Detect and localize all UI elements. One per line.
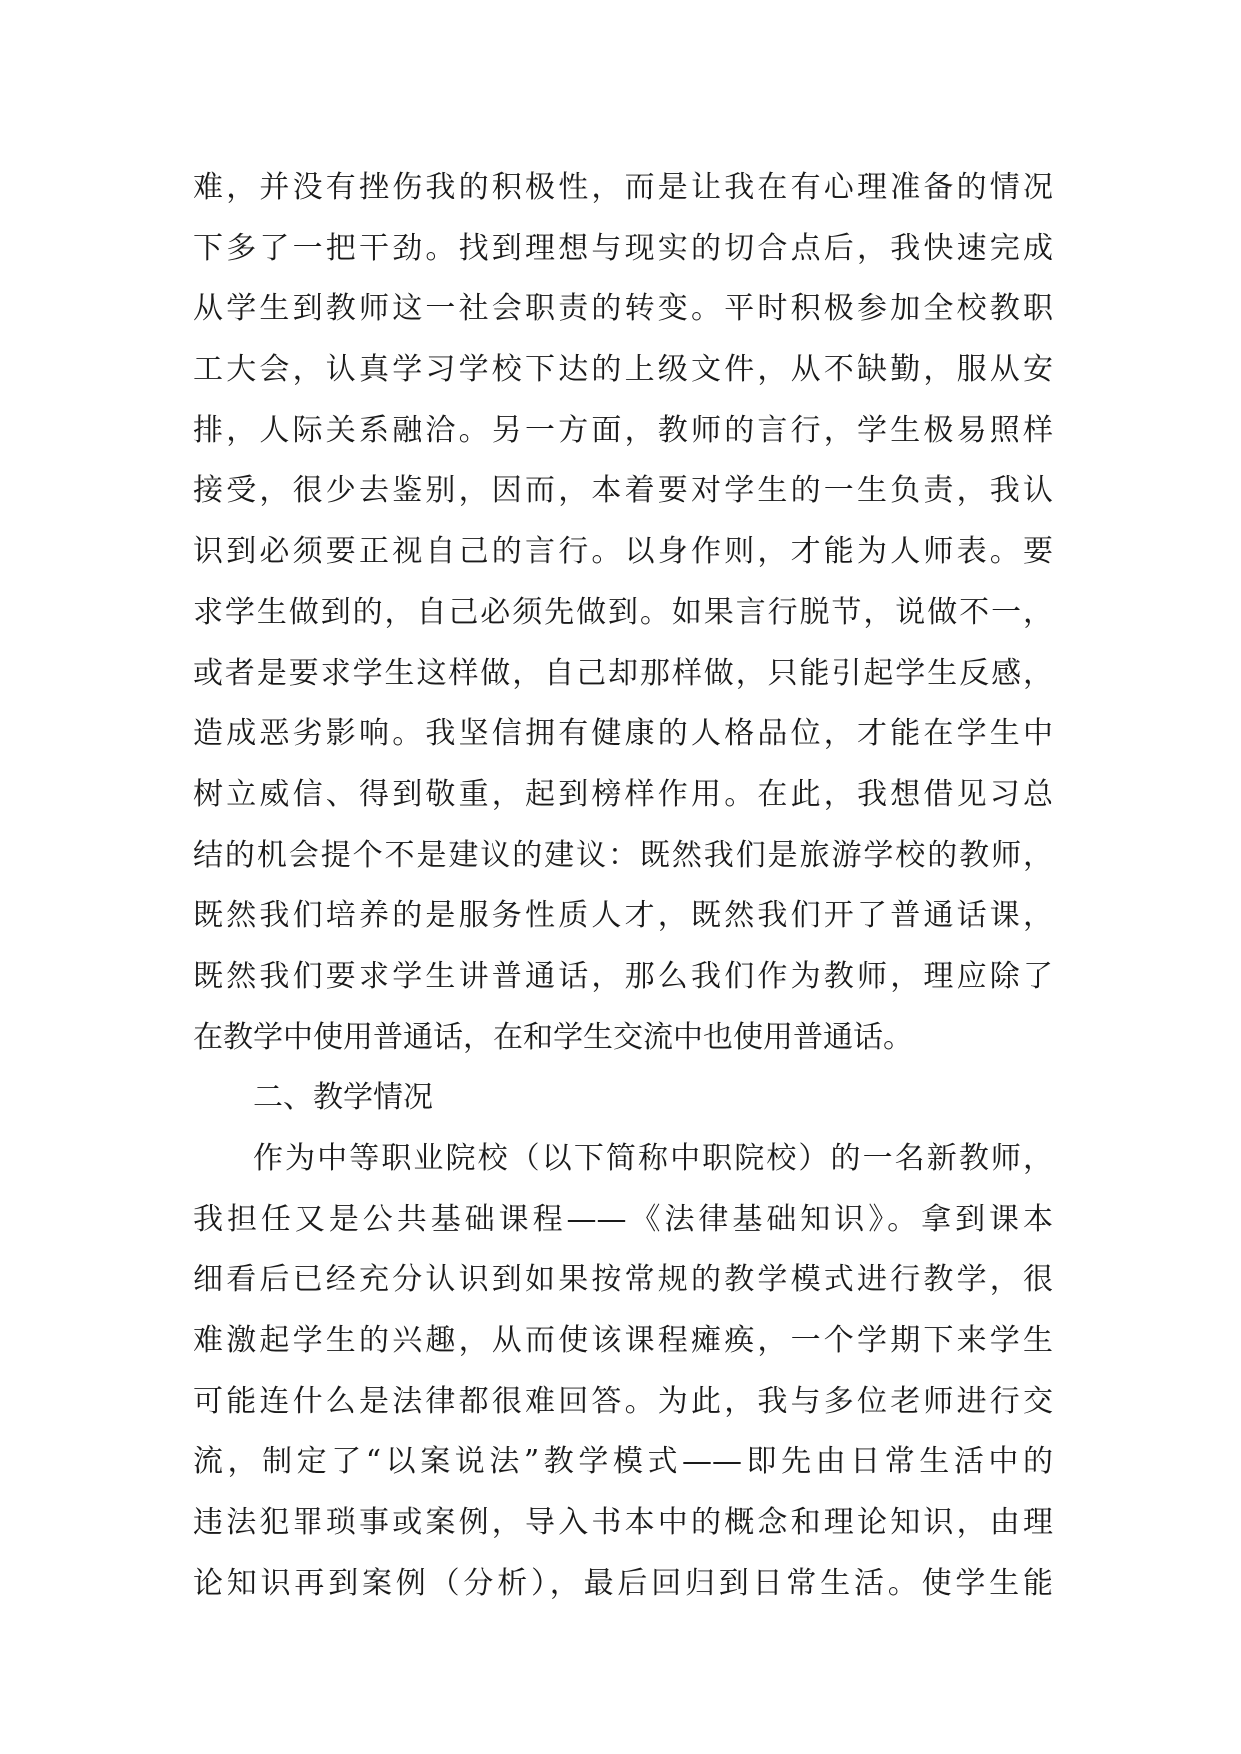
text-line: 识到必须要正视自己的言行。以身作则，才能为人师表。要	[193, 534, 1053, 570]
text-line: 难，并没有挫伤我的积极性，而是让我在有心理准备的情况	[193, 170, 1053, 205]
text-line: 我担任又是公共基础课程——《法律基础知识》。拿到课本	[193, 1201, 1053, 1237]
text-line: 可能连什么是法律都很难回答。为此，我与多位老师进行交	[193, 1383, 1053, 1419]
text-line: 求学生做到的，自己必须先做到。如果言行脱节，说做不一，	[193, 594, 1053, 630]
text-line: 下多了一把干劲。找到理想与现实的切合点后，我快速完成	[193, 230, 1053, 266]
text-line: 论知识再到案例（分析），最后回归到日常生活。使学生能	[193, 1565, 1053, 1601]
text-line: 细看后已经充分认识到如果按常规的教学模式进行教学，很	[193, 1262, 1053, 1298]
text-line: 或者是要求学生这样做，自己却那样做，只能引起学生反感，	[193, 655, 1053, 691]
text-line: 从学生到教师这一社会职责的转变。平时积极参加全校教职	[193, 291, 1053, 327]
body-text	[193, 158, 1053, 1615]
text-line: 排，人际关系融洽。另一方面，教师的言行，学生极易照样	[193, 412, 1053, 448]
text-line: 既然我们要求学生讲普通话，那么我们作为教师，理应除了	[193, 958, 1053, 994]
text-line: 接受，很少去鉴别，因而，本着要对学生的一生负责，我认	[193, 473, 1053, 509]
text-line: 工大会，认真学习学校下达的上级文件，从不缺勤，服从安	[193, 352, 1053, 388]
text-line: 难激起学生的兴趣，从而使该课程瘫痪，一个学期下来学生	[193, 1323, 1053, 1359]
text-line: 既然我们培养的是服务性质人才，既然我们开了普通话课，	[193, 898, 1053, 934]
text-line: 树立威信、得到敬重，起到榜样作用。在此，我想借见习总	[193, 776, 1053, 812]
text-line: 流，制定了“以案说法”教学模式——即先由日常生活中的	[193, 1444, 1053, 1480]
text-line: 作为中等职业院校（以下简称中职院校）的一名新教师，	[253, 1141, 1053, 1176]
text-line: 在教学中使用普通话，在和学生交流中也使用普通话。	[193, 1019, 913, 1055]
text-line: 违法犯罪琐事或案例，导入书本中的概念和理论知识，由理	[193, 1505, 1053, 1541]
text-line: 结的机会提个不是建议的建议：既然我们是旅游学校的教师，	[193, 837, 1053, 873]
text-line: 造成恶劣影响。我坚信拥有健康的人格品位，才能在学生中	[193, 716, 1053, 752]
section-heading: 二、教学情况	[253, 1080, 433, 1116]
